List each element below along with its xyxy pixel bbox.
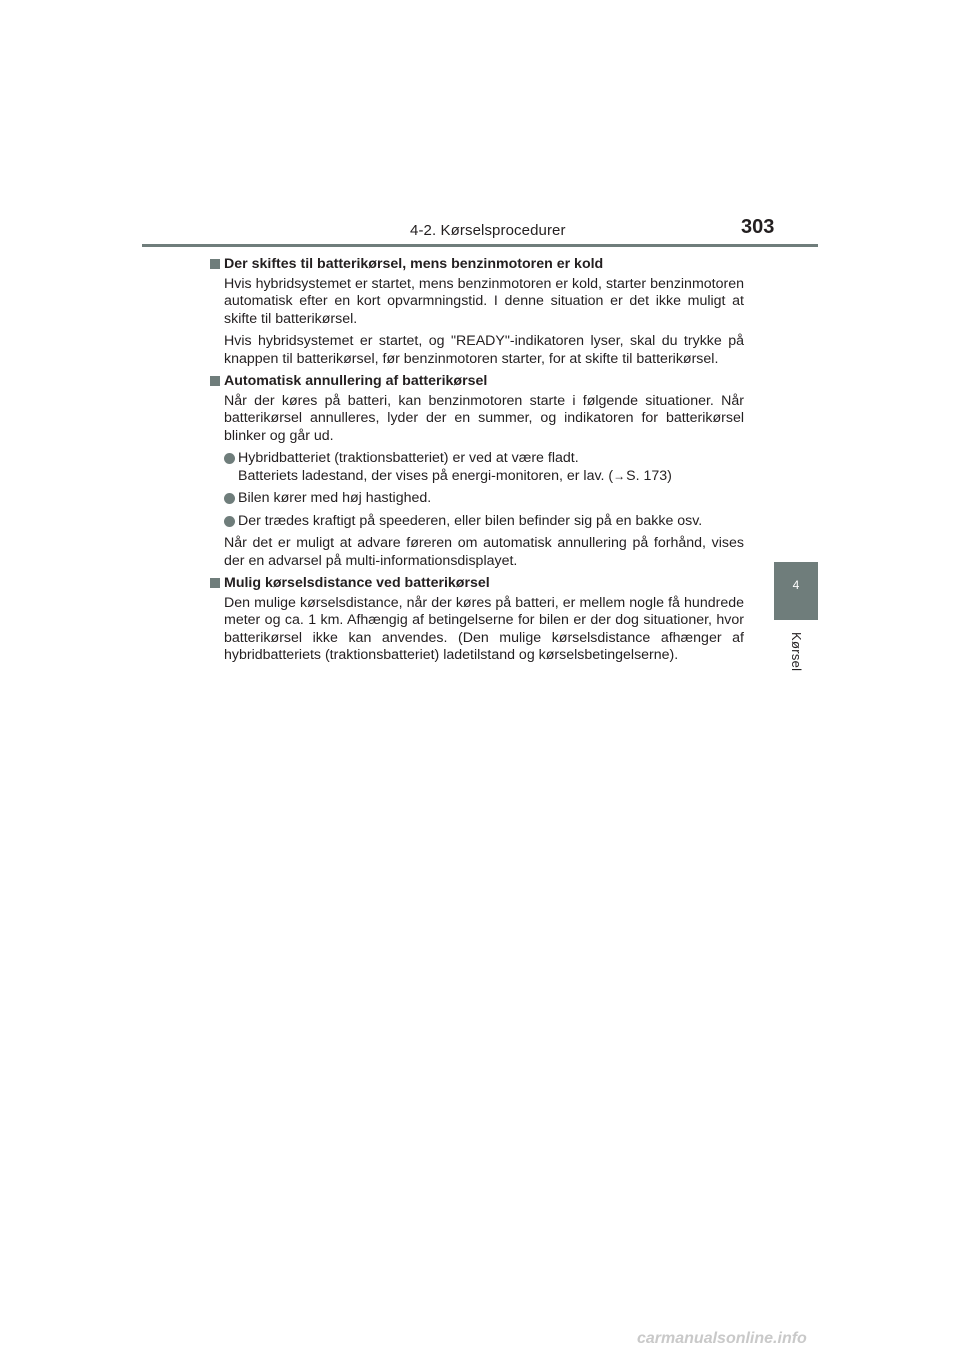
paragraph: Når det er muligt at advare føreren om automatisk annullering på forhånd, vises der en advarsel på multi-informationsdisplayet. — [224, 535, 744, 569]
list-item-text: Bilen kører med høj hastighed. — [238, 490, 432, 506]
chapter-label: Kørsel — [789, 632, 804, 672]
section-heading-text: Der skiftes til batterikørsel, mens benzinmotoren er kold — [224, 256, 604, 272]
square-bullet-icon — [210, 376, 220, 386]
section-driving-distance — [208, 575, 744, 665]
list-item-text: Hybridbatteriet (traktionsbatteriet) er ved at være fladt. — [238, 450, 579, 466]
section-auto-cancel — [208, 373, 744, 570]
paragraph: Den mulige kørselsdistance, når der køres på batteri, er mellem nogle få hundrede meter og ca. 1 km. Afhængig af betingelserne for bilen er der dog situationer, hvor batterikørsel ikke kan anvendes. (Den mulige kørselsdistance afhænger af hybridbatteriets (traktionsbatteriet) ladetilstand og kørselsbetingelserne). — [224, 594, 744, 663]
header-divider — [142, 244, 818, 247]
section-heading-text: Automatisk annullering af batterikørsel — [224, 373, 488, 389]
paragraph: Når der køres på batteri, kan benzinmotoren starte i følgende situationer. Når batterikørsel annulleres, lyder der en summer, og indikatoren for batterikørsel blinker og går ud. — [224, 392, 744, 444]
list-item — [224, 513, 744, 531]
paragraph: Hvis hybridsystemet er startet, mens benzinmotoren er kold, starter benzinmotoren automatisk efter en kort opvarmningstid. I denne situation er det ikke muligt at skifte til batterikørsel. — [224, 275, 744, 327]
section-heading — [208, 575, 744, 593]
watermark-text: carmanualsonline.info — [637, 1330, 807, 1347]
arrow-right-icon: → — [613, 468, 626, 483]
section-cold-engine — [208, 256, 744, 368]
page-content — [208, 256, 744, 670]
list-item — [224, 490, 744, 508]
running-header-section: 4-2. Kørselsprocedurer — [410, 222, 566, 239]
page-reference-link[interactable]: S. 173) — [626, 467, 672, 484]
circle-bullet-icon — [224, 453, 235, 464]
list-item-subtext — [238, 468, 744, 486]
chapter-tab — [774, 562, 818, 620]
section-heading — [208, 256, 744, 274]
list-item-subtext-prefix: Batteriets ladestand, der vises på energi-monitoren, er lav. ( — [238, 467, 614, 484]
square-bullet-icon — [210, 259, 220, 269]
square-bullet-icon — [210, 578, 220, 588]
circle-bullet-icon — [224, 493, 235, 504]
section-heading — [208, 373, 744, 391]
circle-bullet-icon — [224, 516, 235, 527]
paragraph: Hvis hybridsystemet er startet, og "READY"-indikatoren lyser, skal du trykke på knappen til batterikørsel, før benzinmotoren starter, for at skifte til batterikørsel. — [224, 333, 744, 367]
list-item-text: Der trædes kraftigt på speederen, eller bilen befinder sig på en bakke osv. — [238, 512, 703, 529]
section-heading-text: Mulig kørselsdistance ved batterikørsel — [224, 575, 490, 591]
chapter-number: 4 — [792, 578, 800, 592]
page-number: 303 — [741, 216, 775, 238]
list-item — [224, 450, 744, 485]
